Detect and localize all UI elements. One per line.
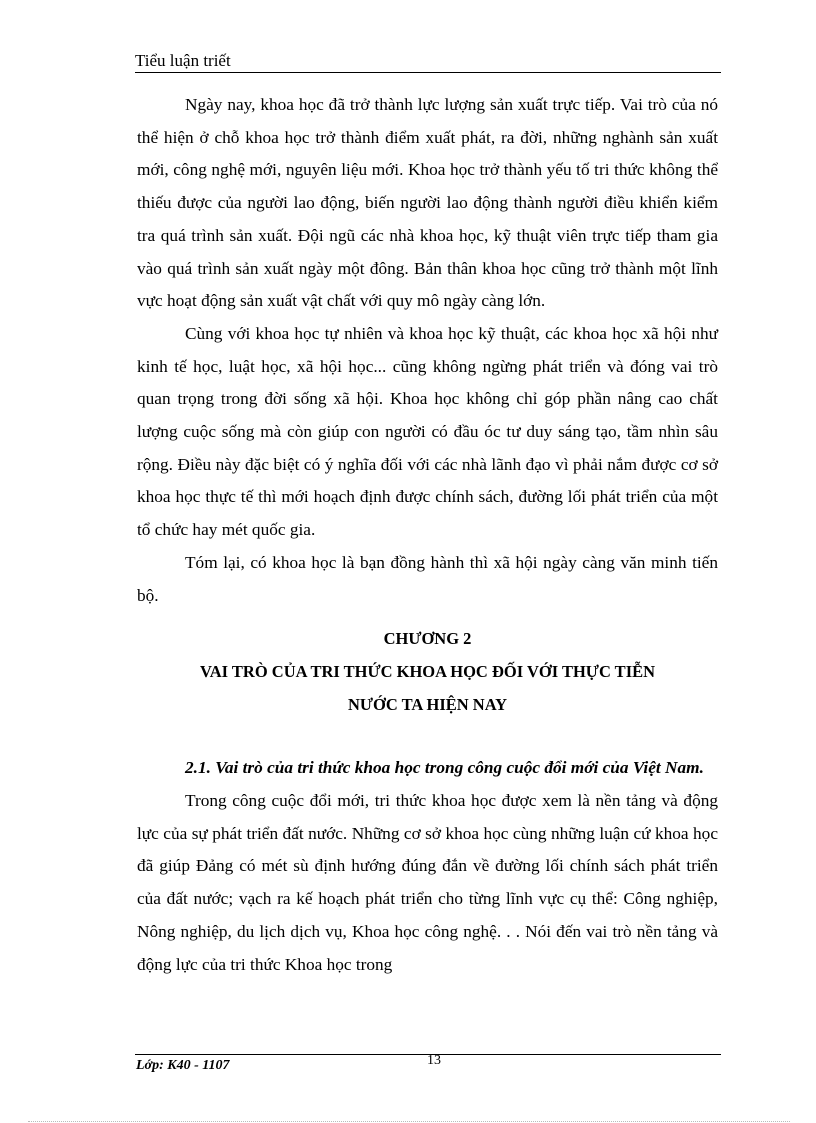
header-title: Tiểu luận triết [135, 51, 231, 70]
chapter-title-line-2: NƯỚC TA HIỆN NAY [347, 694, 508, 714]
footer-class-label: Lớp: K40 - 1107 [136, 1058, 230, 1073]
page-content [137, 89, 718, 981]
paragraph-4: Trong công cuộc đổi mới, tri thức khoa học được xem là nền tảng và động lực của sự phát triển đất nước. Những cơ sở khoa học cùng những luận cứ khoa học đã giúp Đảng có mét sù định hướng đúng đắn về đường lối chính sách phát triển của đất nước; vạch ra kế hoạch phát triển cho từng lĩnh vực cụ thể: Công nghiệp, Nông nghiệp, du lịch dịch vụ, Khoa học công nghệ. . . Nói đến vai trò nền tảng và động lực của tri thức Khoa học trong [137, 791, 718, 974]
paragraph-1: Ngày nay, khoa học đã trở thành lực lượng sản xuất trực tiếp. Vai trò của nó thể hiện ở chỗ khoa học trở thành điểm xuất phát, ra đời, những nghành sản xuất mới, công nghệ mới, nguyên liệu mới. Khoa học trở thành yếu tố tri thức không thể thiếu được của người lao động, biến người lao động thành người điều khiển kiểm tra quá trình sản xuất. Đội ngũ các nhà khoa học, kỹ thuật viên trực tiếp tham gia vào quá trình sản xuất ngày một đông. Bản thân khoa học cũng trở thành một lĩnh vực hoạt động sản xuất vật chất với quy mô ngày càng lớn. [137, 95, 718, 311]
chapter-label: CHƯƠNG 2 [383, 629, 472, 649]
chapter-title-line-1: VAI TRÒ CỦA TRI THỨC KHOA HỌC ĐỐI VỚI THỰC TIỄN [199, 661, 656, 681]
paragraph-2: Cùng với khoa học tự nhiên và khoa học kỹ thuật, các khoa học xã hội như kinh tế học, luật học, xã hội học... cũng không ngừng phát triển và đóng vai trò quan trọng trong đời sống xã hội. Khoa học không chỉ góp phần nâng cao chất lượng cuộc sống mà còn giúp con người có đầu óc tư duy sáng tạo, tầm nhìn sâu rộng. Điều này đặc biệt có ý nghĩa đối với các nhà lãnh đạo vì phải nắm được cơ sở khoa học thực tế thì mới hoạch định được chính sách, đường lối phát triển của một tổ chức hay mét quốc gia. [137, 323, 718, 540]
paragraph-3: Tóm lại, có khoa học là bạn đồng hành thì xã hội ngày càng văn minh tiến bộ. [137, 552, 718, 605]
section-heading: 2.1. Vai trò của tri thức khoa học trong công cuộc đổi mới của Việt Nam. [185, 758, 704, 778]
page-number: 13 [427, 1053, 441, 1068]
page-bottom-border [28, 1121, 790, 1122]
page-header [135, 50, 721, 73]
